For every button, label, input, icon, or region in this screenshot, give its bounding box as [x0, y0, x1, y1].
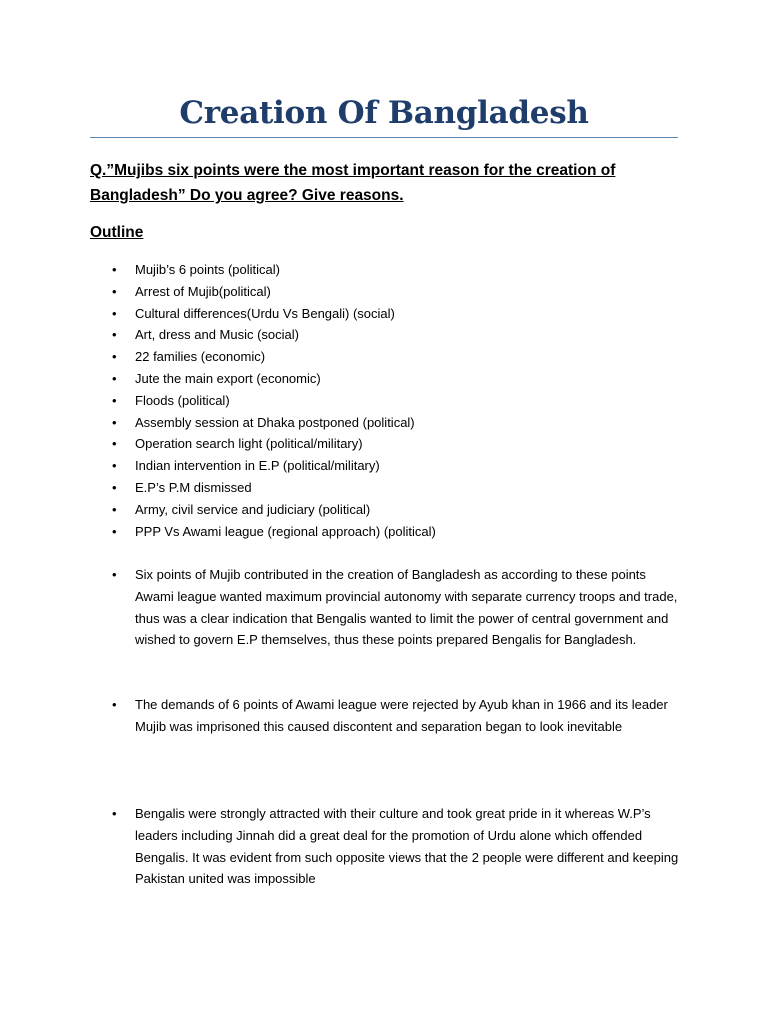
outline-item — [0, 455, 768, 477]
outline-item-text: Operation search light (political/military) — [135, 436, 363, 452]
question-heading: Q.”Mujibs six points were the most important reason for the creation of Bangladesh” Do you agree? Give reasons. — [90, 162, 616, 204]
outline-item — [0, 368, 768, 390]
outline-item-text: Army, civil service and judiciary (political) — [135, 501, 371, 517]
outline-item-text: Indian intervention in E.P (political/military) — [135, 458, 380, 474]
bullet-icon: • — [112, 806, 117, 821]
title-divider — [90, 137, 678, 138]
bullet-icon: • — [112, 414, 117, 430]
outline-item-text: Arrest of Mujib(political) — [135, 283, 271, 299]
bullet-icon: • — [112, 392, 117, 408]
outline-item-text: Floods (political) — [135, 392, 230, 408]
outline-item-text: Cultural differences(Urdu Vs Bengali) (social) — [135, 305, 395, 321]
outline-item-text: PPP Vs Awami league (regional approach) (political) — [135, 523, 436, 539]
bullet-icon: • — [112, 458, 117, 474]
bullet-icon: • — [112, 305, 117, 321]
bullet-icon: • — [112, 262, 117, 277]
outline-item — [0, 259, 768, 281]
outline-item — [0, 346, 768, 368]
outline-item-text: Assembly session at Dhaka postponed (political) — [135, 414, 415, 430]
paragraph-text: The demands of 6 points of Awami league were rejected by Ayub khan in 1966 and its leader Mujib was imprisoned this caused discontent and separation began to look inevitable — [135, 697, 668, 734]
bullet-icon: • — [112, 436, 117, 452]
outline-item — [0, 499, 768, 521]
bullet-icon: • — [112, 283, 117, 299]
outline-item-text: Art, dress and Music (social) — [135, 327, 299, 343]
paragraph-text: Six points of Mujib contributed in the creation of Bangladesh as according to these points Awami league wanted maximum provincial autonomy with separate currency troops and trade, thus was a clear indication that Bengalis wanted to limit the power of central government and wished to govern E.P themselves, thus these points prepared Bengalis for Bangladesh. — [135, 567, 678, 648]
outline-item-text: E.P’s P.M dismissed — [135, 479, 252, 495]
outline-item-text: Jute the main export (economic) — [135, 370, 321, 386]
outline-item — [0, 477, 768, 499]
outline-list — [0, 259, 768, 542]
bullet-icon: • — [112, 327, 117, 343]
bullet-icon: • — [112, 501, 117, 517]
bullet-icon: • — [112, 523, 117, 539]
outline-item-text: Mujib’s 6 points (political) — [135, 262, 280, 277]
outline-item — [0, 412, 768, 434]
outline-item — [0, 281, 768, 303]
bullet-icon: • — [112, 697, 117, 712]
outline-item — [0, 433, 768, 455]
bullet-icon: • — [112, 479, 117, 495]
outline-item — [0, 521, 768, 543]
outline-item-text: 22 families (economic) — [135, 349, 266, 365]
document-title: Creation Of Bangladesh — [179, 95, 589, 131]
bullet-icon: • — [112, 349, 117, 365]
outline-item — [0, 303, 768, 325]
paragraph-text: Bengalis were strongly attracted with their culture and took great pride in it whereas W.P’s leaders including Jinnah did a great deal for the promotion of Urdu alone which offended Bengalis. It was evident from such opposite views that the 2 people were different and keeping Pakistan united was impossible — [135, 806, 679, 887]
outline-heading: Outline — [90, 224, 144, 241]
bullet-icon: • — [112, 567, 117, 582]
outline-item — [0, 324, 768, 346]
bullet-icon: • — [112, 370, 117, 386]
outline-item — [0, 390, 768, 412]
